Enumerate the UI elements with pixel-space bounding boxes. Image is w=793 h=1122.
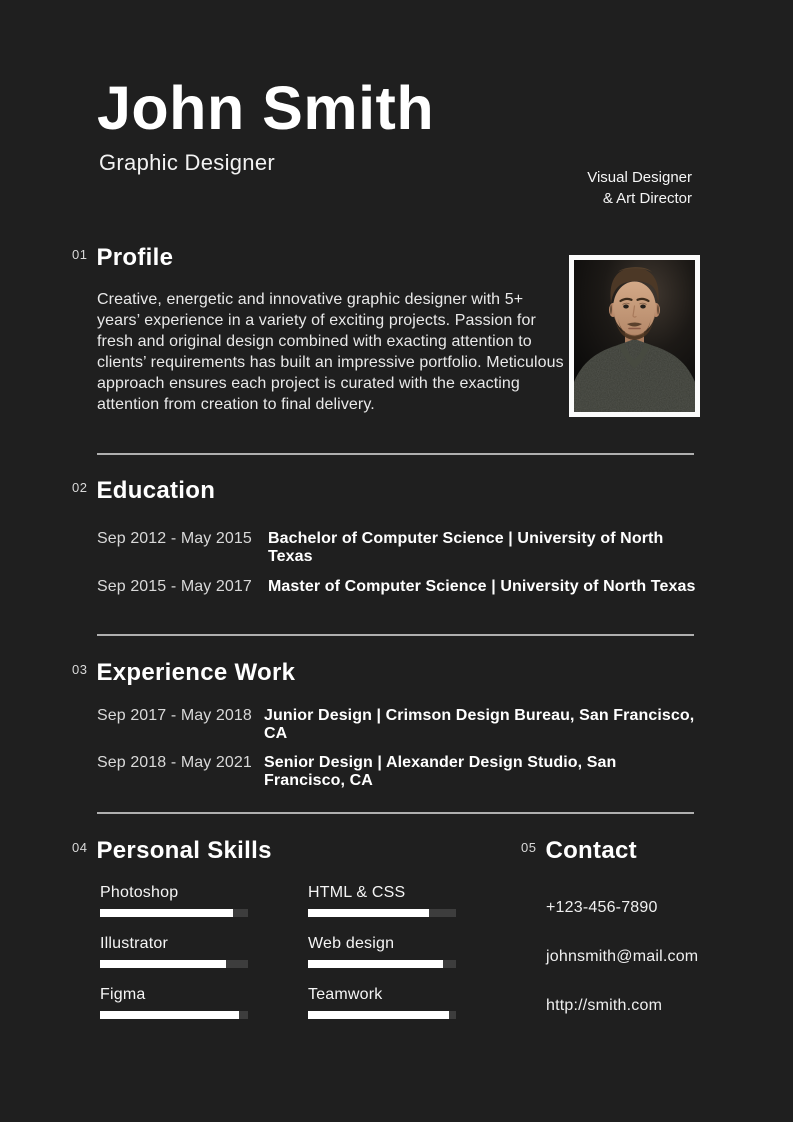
education-dates: Sep 2012 - May 2015 bbox=[97, 530, 252, 547]
skill-item bbox=[308, 884, 456, 917]
skill-item bbox=[308, 935, 456, 968]
skill-bar-fill bbox=[308, 1011, 449, 1019]
section-heading-contact bbox=[521, 838, 637, 863]
section-number: 03 bbox=[72, 662, 88, 677]
skill-bar-fill bbox=[100, 909, 233, 917]
contact-website: http://smith.com bbox=[546, 997, 663, 1014]
section-heading-experience bbox=[72, 660, 295, 685]
education-description: Master of Computer Science | University of North Texas bbox=[268, 578, 696, 595]
skill-item bbox=[100, 884, 248, 917]
skill-bar-track bbox=[100, 909, 248, 917]
skill-bar-track bbox=[100, 1011, 248, 1019]
skill-label: Photoshop bbox=[100, 884, 179, 901]
education-row bbox=[97, 578, 697, 596]
skill-bar-fill bbox=[100, 960, 226, 968]
section-title: Education bbox=[96, 477, 216, 504]
skill-label: Web design bbox=[308, 935, 395, 952]
section-number: 05 bbox=[521, 840, 537, 855]
person-name: John Smith bbox=[97, 74, 435, 142]
skill-bar-fill bbox=[308, 960, 443, 968]
section-divider bbox=[97, 634, 694, 636]
contact-list bbox=[546, 899, 698, 1046]
skill-label: Illustrator bbox=[100, 935, 168, 952]
section-heading-skills bbox=[72, 838, 272, 863]
experience-dates: Sep 2018 - May 2021 bbox=[97, 754, 252, 771]
section-title: Experience Work bbox=[96, 659, 296, 686]
section-number: 04 bbox=[72, 840, 88, 855]
skill-bar-fill bbox=[308, 909, 429, 917]
experience-description: Senior Design | Alexander Design Studio, San Francisco, CA bbox=[264, 754, 617, 789]
education-dates: Sep 2015 - May 2017 bbox=[97, 578, 252, 595]
portrait-illustration bbox=[574, 260, 695, 412]
profile-photo bbox=[569, 255, 700, 417]
skill-bar-track bbox=[308, 1011, 456, 1019]
tagline-line-1: Visual Designer bbox=[587, 169, 692, 186]
experience-description: Junior Design | Crimson Design Bureau, San Francisco, CA bbox=[264, 707, 695, 742]
skills-grid bbox=[100, 884, 456, 1019]
skill-item bbox=[100, 986, 248, 1019]
section-heading-profile bbox=[72, 245, 173, 270]
section-title: Profile bbox=[96, 244, 174, 271]
skill-bar-track bbox=[308, 960, 456, 968]
experience-row bbox=[97, 707, 697, 743]
contact-phone: +123-456-7890 bbox=[546, 899, 658, 916]
person-job-title: Graphic Designer bbox=[99, 150, 275, 175]
education-row bbox=[97, 530, 697, 566]
skill-bar-fill bbox=[100, 1011, 239, 1019]
section-divider bbox=[97, 453, 694, 455]
skill-item bbox=[100, 935, 248, 968]
section-number: 02 bbox=[72, 480, 88, 495]
section-heading-education bbox=[72, 478, 215, 503]
skill-item bbox=[308, 986, 456, 1019]
experience-row bbox=[97, 754, 697, 790]
skill-label: Figma bbox=[100, 986, 146, 1003]
skill-bar-track bbox=[308, 909, 456, 917]
profile-summary: Creative, energetic and innovative graphic designer with 5+ years’ experience in a variety of exciting projects. Passion for fresh and original design combined with exacting attention to clients’ requirements has built an impressive portfolio. Meticulous approach ensures each project is curated with the exacting attention from creation to final delivery. bbox=[97, 291, 564, 413]
section-title: Contact bbox=[545, 837, 637, 864]
experience-dates: Sep 2017 - May 2018 bbox=[97, 707, 252, 724]
skill-bar-track bbox=[100, 960, 248, 968]
section-divider bbox=[97, 812, 694, 814]
tagline bbox=[587, 167, 692, 209]
section-title: Personal Skills bbox=[96, 837, 272, 864]
tagline-line-2: & Art Director bbox=[602, 190, 692, 207]
contact-email: johnsmith@mail.com bbox=[546, 948, 699, 965]
section-number: 01 bbox=[72, 247, 88, 262]
skill-label: Teamwork bbox=[308, 986, 383, 1003]
education-description: Bachelor of Computer Science | University of North Texas bbox=[268, 530, 664, 565]
skill-label: HTML & CSS bbox=[308, 884, 406, 901]
